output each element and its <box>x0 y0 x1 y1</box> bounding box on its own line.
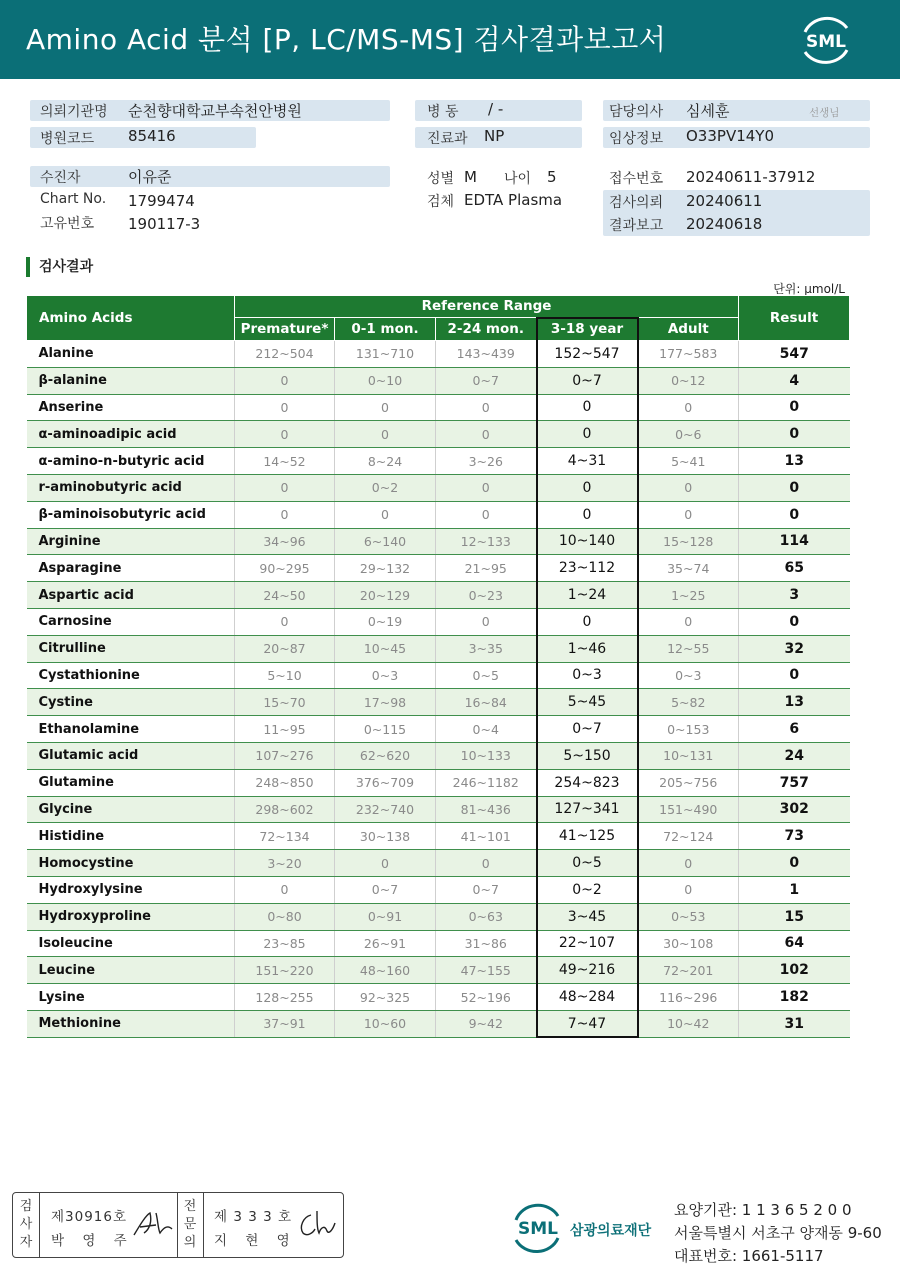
reference-range-cell: 5~150 <box>537 742 638 769</box>
reference-range-cell: 0 <box>235 394 335 421</box>
svg-text:SML: SML <box>518 1219 558 1239</box>
table-row <box>27 769 850 796</box>
table-row <box>27 930 850 957</box>
reference-range-cell: 0~7 <box>537 716 638 743</box>
table-row <box>27 448 850 475</box>
reference-range-cell: 0 <box>638 474 739 501</box>
reference-range-cell: 81~436 <box>436 796 537 823</box>
inspector-license: 제30916호 <box>51 1209 128 1225</box>
section-title: 검사결과 <box>26 257 93 277</box>
table-row <box>27 528 850 555</box>
sex: M <box>464 168 477 186</box>
reference-range-cell: 0~153 <box>638 716 739 743</box>
clinical-info: O33PV14Y0 <box>686 127 774 145</box>
reference-range-cell: 0~80 <box>235 903 335 930</box>
patient-name: 이유준 <box>128 168 172 186</box>
reference-range-cell: 232~740 <box>335 796 436 823</box>
reference-range-cell: 127~341 <box>537 796 638 823</box>
reference-range-cell: 177~583 <box>638 341 739 368</box>
table-row <box>27 984 850 1011</box>
report-title: Amino Acid 분석 [P, LC/MS-MS] 검사결과보고서 <box>26 23 667 56</box>
reference-range-cell: 72~124 <box>638 823 739 850</box>
inspector-signature <box>130 1207 176 1241</box>
amino-acid-name: Homocystine <box>27 850 235 877</box>
reference-range-cell: 143~439 <box>436 341 537 368</box>
care-institution-no: 요양기관: 1 1 3 6 5 2 0 0 <box>674 1201 852 1219</box>
hospital-code: 85416 <box>128 127 176 145</box>
reference-range-cell: 152~547 <box>537 341 638 368</box>
reference-range-cell: 128~255 <box>235 984 335 1011</box>
table-row <box>27 716 850 743</box>
amino-acid-name: α-aminoadipic acid <box>27 421 235 448</box>
specialist-signature <box>295 1207 339 1241</box>
specialist-label: 전 문 의 <box>183 1199 197 1250</box>
specialist-license: 제 3 3 3 호 <box>214 1209 293 1225</box>
reference-range-cell: 30~108 <box>638 930 739 957</box>
table-row <box>27 394 850 421</box>
amino-acid-name: Glutamic acid <box>27 742 235 769</box>
amino-acid-name: Arginine <box>27 528 235 555</box>
reference-range-cell: 5~82 <box>638 689 739 716</box>
label-receipt-no: 접수번호 <box>609 171 664 187</box>
reference-range-cell: 0~115 <box>335 716 436 743</box>
table-row <box>27 1010 850 1037</box>
label-age: 나이 <box>504 171 532 187</box>
signature-box <box>12 1192 344 1258</box>
reference-range-cell: 7~47 <box>537 1010 638 1037</box>
amino-acid-name: Cystine <box>27 689 235 716</box>
reference-range-cell: 5~45 <box>537 689 638 716</box>
reference-range-cell: 0 <box>335 501 436 528</box>
reference-range-cell: 0 <box>537 421 638 448</box>
label-patient: 수진자 <box>40 170 81 186</box>
report-header <box>0 0 900 79</box>
result-value: 0 <box>739 608 850 635</box>
reference-range-cell: 0~2 <box>537 876 638 903</box>
reference-range-cell: 0~3 <box>537 662 638 689</box>
org-phone: 대표번호: 1661-5117 <box>674 1247 824 1265</box>
table-row <box>27 501 850 528</box>
unique-no: 190117-3 <box>128 215 201 233</box>
label-clinical-info: 임상정보 <box>609 131 664 147</box>
reference-range-cell: 131~710 <box>335 341 436 368</box>
reference-range-cell: 0~63 <box>436 903 537 930</box>
reference-range-cell: 12~55 <box>638 635 739 662</box>
reference-range-cell: 0 <box>638 608 739 635</box>
amino-acid-name: Hydroxylysine <box>27 876 235 903</box>
chart-no: 1799474 <box>128 192 195 210</box>
reference-range-cell: 72~134 <box>235 823 335 850</box>
reference-range-cell: 0~19 <box>335 608 436 635</box>
amino-acid-name: Alanine <box>27 341 235 368</box>
sml-logo-icon <box>797 12 855 68</box>
reference-range-cell: 0 <box>335 421 436 448</box>
svg-text:SML: SML <box>806 32 846 52</box>
amino-acid-name: Asparagine <box>27 555 235 582</box>
reference-range-cell: 23~85 <box>235 930 335 957</box>
org-address: 서울특별시 서초구 양재동 9-60 <box>674 1224 882 1242</box>
reference-range-cell: 0~7 <box>436 367 537 394</box>
reference-range-cell: 0~6 <box>638 421 739 448</box>
reference-range-cell: 10~42 <box>638 1010 739 1037</box>
reference-range-cell: 34~96 <box>235 528 335 555</box>
reference-range-cell: 15~70 <box>235 689 335 716</box>
result-value: 6 <box>739 716 850 743</box>
reference-range-cell: 52~196 <box>436 984 537 1011</box>
table-row <box>27 367 850 394</box>
label-unique-no: 고유번호 <box>40 216 95 232</box>
reference-range-cell: 92~325 <box>335 984 436 1011</box>
reference-range-cell: 0~91 <box>335 903 436 930</box>
amino-acid-name: Glutamine <box>27 769 235 796</box>
reference-range-cell: 298~602 <box>235 796 335 823</box>
receipt-no: 20240611-37912 <box>686 168 816 186</box>
table-row <box>27 876 850 903</box>
reference-range-cell: 254~823 <box>537 769 638 796</box>
reference-range-cell: 0~53 <box>638 903 739 930</box>
reference-range-cell: 0~3 <box>335 662 436 689</box>
reference-range-cell: 0~7 <box>335 876 436 903</box>
reference-range-cell: 116~296 <box>638 984 739 1011</box>
reference-range-cell: 0 <box>638 850 739 877</box>
result-value: 15 <box>739 903 850 930</box>
reference-range-cell: 3~26 <box>436 448 537 475</box>
reference-range-cell: 10~60 <box>335 1010 436 1037</box>
reference-range-cell: 3~45 <box>537 903 638 930</box>
reference-range-cell: 0 <box>537 608 638 635</box>
reference-range-cell: 0~3 <box>638 662 739 689</box>
reference-range-cell: 20~87 <box>235 635 335 662</box>
amino-acid-name: Histidine <box>27 823 235 850</box>
header-group-0-1-mon: 0-1 mon. <box>335 318 436 341</box>
header-result: Result <box>739 296 850 341</box>
header-group-premature: Premature* <box>235 318 335 341</box>
reference-range-cell: 16~84 <box>436 689 537 716</box>
result-report-date: 20240618 <box>686 215 763 233</box>
header-group-2-24-mon: 2-24 mon. <box>436 318 537 341</box>
amino-acid-name: Cystathionine <box>27 662 235 689</box>
result-value: 0 <box>739 421 850 448</box>
reference-range-cell: 0~7 <box>436 876 537 903</box>
label-specimen: 검체 <box>427 194 455 210</box>
age: 5 <box>547 168 557 186</box>
label-chart-no: Chart No. <box>40 191 107 207</box>
reference-range-cell: 0 <box>436 608 537 635</box>
header-group-3-18-year: 3-18 year <box>537 318 638 341</box>
reference-range-cell: 29~132 <box>335 555 436 582</box>
reference-range-cell: 0~5 <box>537 850 638 877</box>
reference-range-cell: 41~125 <box>537 823 638 850</box>
reference-range-cell: 3~20 <box>235 850 335 877</box>
sml-footer-logo-icon <box>510 1200 566 1256</box>
result-value: 0 <box>739 501 850 528</box>
result-value: 73 <box>739 823 850 850</box>
reference-range-cell: 17~98 <box>335 689 436 716</box>
reference-range-cell: 48~160 <box>335 957 436 984</box>
reference-range-cell: 10~133 <box>436 742 537 769</box>
reference-range-cell: 10~131 <box>638 742 739 769</box>
reference-range-cell: 0~10 <box>335 367 436 394</box>
table-row <box>27 662 850 689</box>
label-requesting-institution: 의뢰기관명 <box>40 104 108 120</box>
reference-range-cell: 0 <box>436 474 537 501</box>
reference-range-cell: 72~201 <box>638 957 739 984</box>
result-value: 31 <box>739 1010 850 1037</box>
reference-range-cell: 23~112 <box>537 555 638 582</box>
reference-range-cell: 90~295 <box>235 555 335 582</box>
result-value: 102 <box>739 957 850 984</box>
table-row <box>27 957 850 984</box>
label-doctor: 담당의사 <box>609 104 664 120</box>
reference-range-cell: 1~24 <box>537 582 638 609</box>
amino-acid-name: Isoleucine <box>27 930 235 957</box>
reference-range-cell: 0 <box>537 501 638 528</box>
unit-note: 단위: μmol/L <box>773 282 845 296</box>
reference-range-cell: 0 <box>537 394 638 421</box>
amino-acid-name: β-alanine <box>27 367 235 394</box>
reference-range-cell: 26~91 <box>335 930 436 957</box>
header-group-adult: Adult <box>638 318 739 341</box>
reference-range-cell: 20~129 <box>335 582 436 609</box>
reference-range-cell: 0~4 <box>436 716 537 743</box>
result-value: 65 <box>739 555 850 582</box>
header-reference-range: Reference Range <box>235 296 739 318</box>
reference-range-cell: 212~504 <box>235 341 335 368</box>
reference-range-cell: 0 <box>335 394 436 421</box>
reference-range-cell: 0 <box>235 474 335 501</box>
table-row <box>27 689 850 716</box>
reference-range-cell: 35~74 <box>638 555 739 582</box>
result-value: 547 <box>739 341 850 368</box>
result-value: 13 <box>739 689 850 716</box>
reference-range-cell: 151~220 <box>235 957 335 984</box>
doctor-suffix: 선생님 <box>809 107 840 119</box>
amino-acid-name: Carnosine <box>27 608 235 635</box>
result-value: 302 <box>739 796 850 823</box>
department: NP <box>484 127 505 145</box>
table-row <box>27 341 850 368</box>
amino-acid-name: α-amino-n-butyric acid <box>27 448 235 475</box>
reference-range-cell: 0 <box>335 850 436 877</box>
reference-range-cell: 0 <box>638 876 739 903</box>
result-value: 64 <box>739 930 850 957</box>
result-value: 1 <box>739 876 850 903</box>
table-row <box>27 474 850 501</box>
reference-range-cell: 4~31 <box>537 448 638 475</box>
specimen: EDTA Plasma <box>464 191 563 209</box>
amino-acid-name: Hydroxyproline <box>27 903 235 930</box>
reference-range-cell: 0 <box>235 608 335 635</box>
amino-acid-name: β-aminoisobutyric acid <box>27 501 235 528</box>
reference-range-cell: 0 <box>537 474 638 501</box>
amino-acid-name: Lysine <box>27 984 235 1011</box>
reference-range-cell: 47~155 <box>436 957 537 984</box>
reference-range-cell: 62~620 <box>335 742 436 769</box>
table-row <box>27 796 850 823</box>
reference-range-cell: 48~284 <box>537 984 638 1011</box>
table-row <box>27 742 850 769</box>
reference-range-cell: 22~107 <box>537 930 638 957</box>
inspector-name: 박 영 주 <box>51 1233 134 1249</box>
result-value: 0 <box>739 662 850 689</box>
result-value: 3 <box>739 582 850 609</box>
amino-acid-name: Aspartic acid <box>27 582 235 609</box>
table-row <box>27 850 850 877</box>
reference-range-cell: 0 <box>436 501 537 528</box>
table-row <box>27 421 850 448</box>
reference-range-cell: 0 <box>436 850 537 877</box>
reference-range-cell: 5~10 <box>235 662 335 689</box>
reference-range-cell: 10~45 <box>335 635 436 662</box>
specialist-name: 지 현 영 <box>214 1233 297 1249</box>
reference-range-cell: 8~24 <box>335 448 436 475</box>
reference-range-cell: 0 <box>235 367 335 394</box>
amino-acid-name: Anserine <box>27 394 235 421</box>
result-value: 0 <box>739 474 850 501</box>
reference-range-cell: 0 <box>235 421 335 448</box>
reference-range-cell: 12~133 <box>436 528 537 555</box>
reference-range-cell: 0~5 <box>436 662 537 689</box>
result-value: 757 <box>739 769 850 796</box>
reference-range-cell: 11~95 <box>235 716 335 743</box>
result-value: 4 <box>739 367 850 394</box>
reference-range-cell: 37~91 <box>235 1010 335 1037</box>
result-value: 0 <box>739 850 850 877</box>
amino-acid-name: Ethanolamine <box>27 716 235 743</box>
reference-range-cell: 151~490 <box>638 796 739 823</box>
reference-range-cell: 0 <box>436 421 537 448</box>
reference-range-cell: 376~709 <box>335 769 436 796</box>
reference-range-cell: 0 <box>638 501 739 528</box>
reference-range-cell: 0 <box>235 876 335 903</box>
label-ward: 병 동 <box>427 104 459 120</box>
reference-range-cell: 10~140 <box>537 528 638 555</box>
label-hospital-code: 병원코드 <box>40 131 95 147</box>
reference-range-cell: 0~12 <box>638 367 739 394</box>
reference-range-cell: 24~50 <box>235 582 335 609</box>
reference-range-cell: 0 <box>436 394 537 421</box>
reference-range-cell: 9~42 <box>436 1010 537 1037</box>
reference-range-cell: 15~128 <box>638 528 739 555</box>
reference-range-cell: 0~23 <box>436 582 537 609</box>
amino-acid-name: Leucine <box>27 957 235 984</box>
results-table <box>26 295 850 1038</box>
result-value: 24 <box>739 742 850 769</box>
amino-acid-name: Citrulline <box>27 635 235 662</box>
table-row <box>27 582 850 609</box>
reference-range-cell: 107~276 <box>235 742 335 769</box>
label-department: 진료과 <box>427 131 468 147</box>
result-value: 13 <box>739 448 850 475</box>
amino-acid-name: Methionine <box>27 1010 235 1037</box>
test-request-date: 20240611 <box>686 192 763 210</box>
result-value: 182 <box>739 984 850 1011</box>
reference-range-cell: 30~138 <box>335 823 436 850</box>
reference-range-cell: 0 <box>235 501 335 528</box>
reference-range-cell: 205~756 <box>638 769 739 796</box>
reference-range-cell: 0 <box>638 394 739 421</box>
reference-range-cell: 49~216 <box>537 957 638 984</box>
result-value: 0 <box>739 394 850 421</box>
result-value: 114 <box>739 528 850 555</box>
result-value: 32 <box>739 635 850 662</box>
reference-range-cell: 1~25 <box>638 582 739 609</box>
reference-range-cell: 3~35 <box>436 635 537 662</box>
amino-acid-name: Glycine <box>27 796 235 823</box>
reference-range-cell: 1~46 <box>537 635 638 662</box>
amino-acid-name: r-aminobutyric acid <box>27 474 235 501</box>
reference-range-cell: 14~52 <box>235 448 335 475</box>
requesting-institution: 순천향대학교부속천안병원 <box>128 102 302 120</box>
doctor: 심세훈 <box>686 102 730 120</box>
table-row <box>27 608 850 635</box>
label-sex: 성별 <box>427 171 455 187</box>
reference-range-cell: 41~101 <box>436 823 537 850</box>
inspector-label: 검 사 자 <box>19 1199 33 1250</box>
reference-range-cell: 31~86 <box>436 930 537 957</box>
table-row <box>27 555 850 582</box>
reference-range-cell: 5~41 <box>638 448 739 475</box>
reference-range-cell: 248~850 <box>235 769 335 796</box>
reference-range-cell: 246~1182 <box>436 769 537 796</box>
reference-range-cell: 0~7 <box>537 367 638 394</box>
table-row <box>27 635 850 662</box>
label-test-request: 검사의뢰 <box>609 195 664 211</box>
reference-range-cell: 0~2 <box>335 474 436 501</box>
reference-range-cell: 6~140 <box>335 528 436 555</box>
ward: / - <box>488 100 504 118</box>
table-row <box>27 903 850 930</box>
table-row <box>27 823 850 850</box>
header-amino-acids: Amino Acids <box>27 296 235 341</box>
org-name: 삼광의료재단 <box>570 1223 652 1239</box>
label-result-report: 결과보고 <box>609 218 664 234</box>
reference-range-cell: 21~95 <box>436 555 537 582</box>
results-body <box>27 341 850 1038</box>
